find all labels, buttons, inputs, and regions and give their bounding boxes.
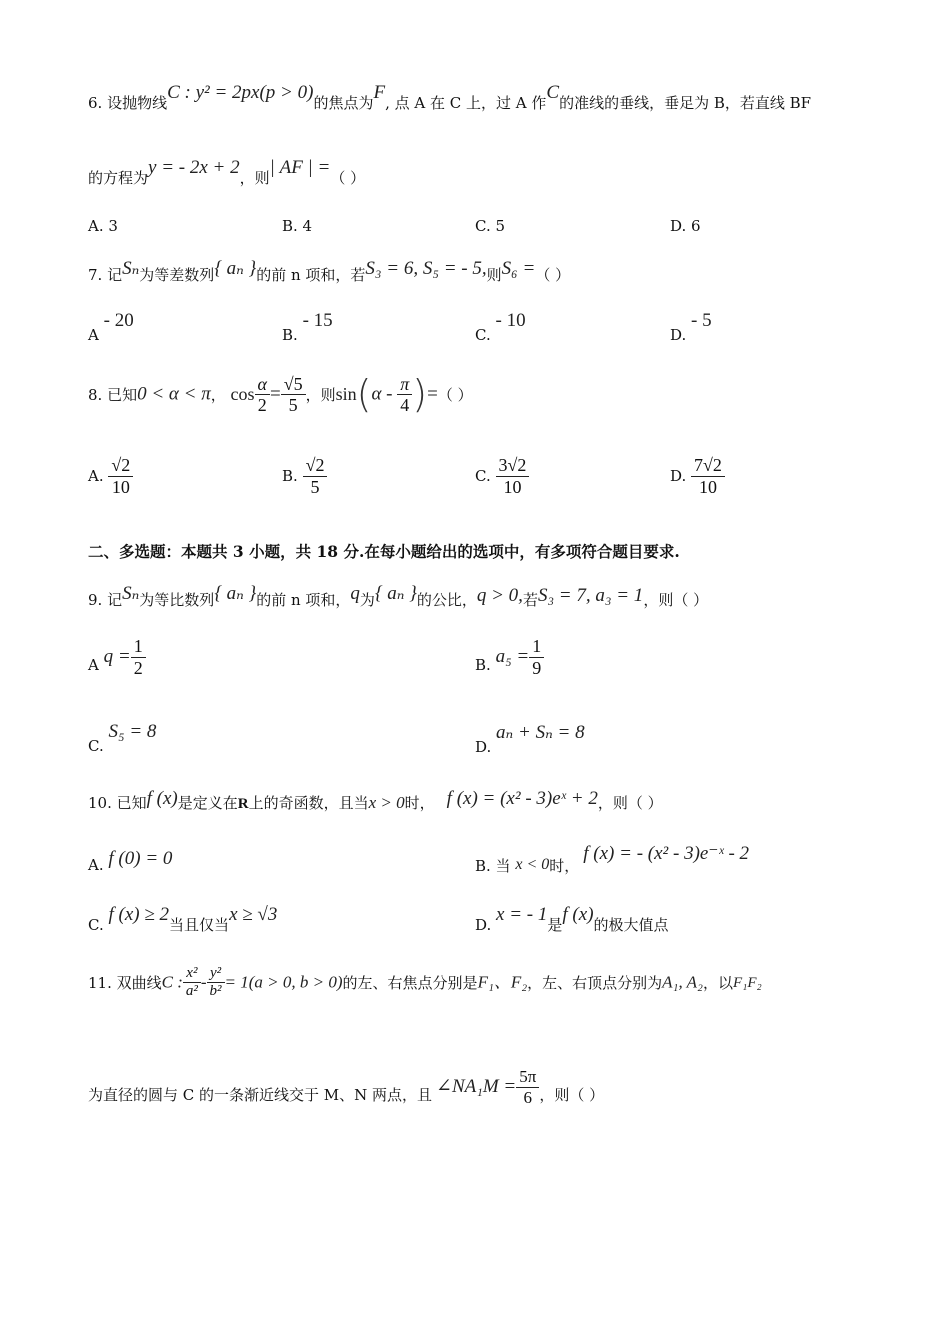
q8-option-fraction <box>496 455 530 497</box>
q7-option-a[interactable] <box>88 310 134 344</box>
q9-text: 的公比， <box>416 591 477 609</box>
q9-option-expr: aₙ + Sₙ = 8 <box>496 722 585 743</box>
q6-text: 6. 设抛物线 <box>88 94 168 112</box>
q11-fraction-x2-a2 <box>183 965 201 1001</box>
q9-formula-an: { aₙ } <box>374 583 417 604</box>
q10-option-text: 当且仅当 <box>169 916 230 934</box>
q10-text: 上的奇函数，且当 <box>248 794 369 812</box>
q8-equals: = <box>269 383 281 405</box>
q11-frac-den: 6 <box>523 1087 533 1107</box>
q10-option-b[interactable] <box>475 842 750 875</box>
q7-option-value: - 20 <box>103 310 134 331</box>
q8-option-letter: A. <box>88 467 104 486</box>
q8-formula-range: 0 < α < π <box>137 383 211 405</box>
q8-text: ， <box>210 385 226 404</box>
q8-equals: = <box>427 383 438 405</box>
q11-frac-num: y² <box>207 965 225 983</box>
q6-formula-AF: | AF | = <box>269 157 331 178</box>
q8-option-d[interactable] <box>670 455 725 497</box>
q8-option-c[interactable] <box>475 455 529 497</box>
q6-option-c[interactable]: C. 5 <box>475 217 506 235</box>
q9-text: 9. 记 <box>88 591 123 609</box>
q11-frac-num: 5π <box>516 1067 539 1088</box>
q11-fraction-5pi-6 <box>516 1067 539 1107</box>
q11-text: 的左、右焦点分别是 <box>342 973 478 992</box>
q6-option-d[interactable]: D. 6 <box>670 217 701 235</box>
q10-text: 时， <box>404 794 435 812</box>
q7-option-value: - 15 <box>302 310 333 331</box>
q9-option-c[interactable] <box>88 721 157 755</box>
q8-option-fraction <box>691 455 725 497</box>
q9-formula-q-positive: q > 0, <box>476 585 523 606</box>
q10-option-expr: f (x) ≥ 2 <box>108 904 170 925</box>
q10-option-letter: B. 当 <box>475 857 511 875</box>
q11-formula-foci: F₁、F₂ <box>477 972 528 992</box>
q9-option-expr: S₅ = 8 <box>108 721 157 742</box>
q8-paren-right: ) <box>412 372 428 416</box>
q8-fraction-alpha-2 <box>255 374 270 416</box>
q10-option-text: 时， <box>549 857 580 875</box>
q8-option-fraction <box>108 455 133 497</box>
q6-blank: （ ） <box>330 169 366 187</box>
q9-option-lhs: q = <box>103 646 131 668</box>
q8-text: 8. 已知 <box>88 385 138 404</box>
q6-text: ，则 <box>239 169 270 187</box>
q8-frac-den: 2 <box>257 395 267 416</box>
q9-option-letter: D. <box>475 738 492 756</box>
q6-option-a[interactable]: A. 3 <box>88 217 118 235</box>
q6-formula-parabola: C : y² = 2px(p > 0) <box>167 82 314 103</box>
q9-option-d[interactable] <box>475 721 585 756</box>
q8-frac-den: 5 <box>310 476 320 497</box>
q6-text: 的焦点为 <box>313 94 374 112</box>
q10-formula-fx: f (x) <box>146 788 178 809</box>
q10-real-set: R <box>237 796 249 812</box>
q9-option-b[interactable] <box>475 636 544 678</box>
q10-option-a[interactable] <box>88 848 173 874</box>
q9-text: 的前 n 项和， <box>256 591 351 609</box>
q8-frac-den: 10 <box>111 476 130 497</box>
q8-fraction-sqrt5-5 <box>281 374 306 416</box>
q11-frac-den: a² <box>185 983 198 1000</box>
q10-option-c[interactable] <box>88 904 278 934</box>
q7-formula-an: { aₙ } <box>214 258 257 279</box>
q10-option-cond: x < 0 <box>515 856 550 873</box>
q8-sin: sin <box>335 384 357 404</box>
q7-text: 为等差数列 <box>139 266 215 284</box>
q10-line <box>88 788 663 815</box>
q9-frac-den: 9 <box>532 657 542 678</box>
q8-line <box>88 372 473 418</box>
q7-option-b[interactable] <box>282 310 333 344</box>
q8-blank: （ ） <box>437 385 473 404</box>
q11-text: 11. 双曲线 <box>88 973 162 992</box>
q7-text: 则 <box>486 266 502 284</box>
q9-formula-Sn: Sₙ <box>122 583 140 604</box>
q7-option-letter: D. <box>670 326 687 344</box>
q8-frac-num: 7√2 <box>691 455 725 477</box>
q10-formula-x-positive: x > 0 <box>368 793 405 812</box>
q10-option-expr: x ≥ √3 <box>229 904 278 925</box>
q8-frac-num: √2 <box>108 455 133 477</box>
q8-sin-arg: α - <box>371 383 398 405</box>
q11-text: ，以 <box>702 973 733 992</box>
q6-line2 <box>88 157 366 190</box>
q8-frac-den: 4 <box>400 395 410 416</box>
q10-blank: ，则（ ） <box>597 794 663 812</box>
q7-text: 的前 n 项和，若 <box>256 266 366 284</box>
q9-frac-num: 1 <box>131 636 146 658</box>
q8-frac-den: 5 <box>288 395 298 416</box>
q10-option-expr: f (x) = - (x² - 3)e⁻ˣ - 2 <box>583 843 750 864</box>
q10-option-text: 的极大值点 <box>593 916 669 934</box>
q6-formula-F: F <box>373 82 386 103</box>
q8-option-letter: B. <box>282 467 298 486</box>
q6-line1 <box>88 82 812 115</box>
q7-formula-Sn: Sₙ <box>122 258 140 279</box>
q8-option-letter: D. <box>670 467 687 486</box>
q10-option-letter: A. <box>88 856 104 874</box>
q8-fraction-pi-4 <box>397 374 412 416</box>
q6-text: , 点 A 在 C 上，过 A 作 <box>385 94 547 112</box>
q7-option-letter: B. <box>282 326 298 344</box>
q9-frac-den: 2 <box>133 657 143 678</box>
q7-option-letter: A <box>88 326 99 344</box>
q11-formula-angle: ∠NA₁M = <box>436 1075 517 1097</box>
q10-text: 是定义在 <box>177 794 238 812</box>
q7-option-letter: C. <box>475 326 491 344</box>
q10-option-expr: f (0) = 0 <box>108 848 173 869</box>
q8-paren-left: ( <box>356 372 372 416</box>
q8-option-a[interactable] <box>88 455 133 497</box>
q6-text: 的方程为 <box>88 169 149 187</box>
q9-text: 若 <box>522 591 538 609</box>
section-heading-multiple-choice: 二、多选题：本题共 3 小题，共 18 分.在每小题给出的选项中，有多项符合题目要求. <box>88 542 680 561</box>
q8-option-b[interactable] <box>282 455 327 497</box>
q9-formula-an: { aₙ } <box>214 583 257 604</box>
q11-blank: ，则（ ） <box>539 1086 605 1105</box>
q9-option-lhs: a₅ = <box>495 646 530 668</box>
q8-frac-num: 3√2 <box>496 455 530 477</box>
q10-text: 10. 已知 <box>88 794 147 812</box>
q9-text: 为 <box>359 591 375 609</box>
q9-formula-condition: S₃ = 7, a₃ = 1 <box>537 585 644 606</box>
q11-formula-vertices: A₁, A₂ <box>662 972 703 992</box>
q9-formula-q: q <box>350 583 360 604</box>
q9-option-fraction <box>131 636 146 678</box>
q8-frac-num: π <box>397 374 412 396</box>
q8-frac-den: 10 <box>698 476 717 497</box>
q7-formula-condition: S₃ = 6, S₅ = - 5, <box>365 258 487 279</box>
q9-frac-num: 1 <box>529 636 544 658</box>
q8-frac-num: √2 <box>303 455 328 477</box>
q7-option-value: - 10 <box>495 310 526 331</box>
q10-option-letter: C. <box>88 916 104 934</box>
q10-option-expr: f (x) <box>562 904 594 925</box>
q10-option-expr: x = - 1 <box>496 904 548 925</box>
q8-option-letter: C. <box>475 467 491 486</box>
q10-option-text: 是 <box>547 916 563 934</box>
q6-text: 的准线的垂线，垂足为 B，若直线 BF <box>559 94 812 112</box>
q8-frac-num: √5 <box>281 374 306 396</box>
q8-frac-num: α <box>255 374 270 396</box>
q9-option-a[interactable] <box>88 636 146 678</box>
q10-option-letter: D. <box>475 916 492 934</box>
q7-text: 7. 记 <box>88 266 123 284</box>
q11-formula-F1F2: F₁F₂ <box>732 974 762 991</box>
q8-frac-den: 10 <box>503 476 522 497</box>
q9-option-letter: B. <box>475 656 491 675</box>
q11-formula-condition: = 1(a > 0, b > 0) <box>224 972 343 992</box>
q9-line <box>88 583 709 612</box>
q7-option-value: - 5 <box>691 310 712 331</box>
q11-minus: - <box>200 972 207 992</box>
q9-blank: ，则（ ） <box>643 591 709 609</box>
q9-text: 为等比数列 <box>139 591 215 609</box>
q11-line1 <box>88 965 762 1001</box>
q10-option-d[interactable] <box>475 904 669 934</box>
q11-text: 为直径的圆与 C 的一条渐近线交于 M、N 两点，且 <box>88 1086 433 1105</box>
q11-formula-C: C : <box>161 972 183 992</box>
q11-line2 <box>88 1067 604 1107</box>
q11-frac-den: b² <box>209 983 222 1000</box>
q6-formula-C: C <box>546 82 560 103</box>
q6-formula-line: y = - 2x + 2 <box>148 157 240 178</box>
q11-frac-num: x² <box>183 965 201 983</box>
q9-option-letter: C. <box>88 737 104 755</box>
q11-fraction-y2-b2 <box>207 965 225 1001</box>
q8-option-fraction <box>303 455 328 497</box>
q10-formula-definition: f (x) = (x² - 3)eˣ + 2 <box>446 788 598 809</box>
q7-line <box>88 258 571 287</box>
q7-option-c[interactable] <box>475 310 526 344</box>
q7-formula-S6: S₆ = <box>501 258 536 279</box>
q8-cos: cos <box>230 384 255 404</box>
q7-option-d[interactable] <box>670 310 712 344</box>
q9-option-letter: A <box>88 656 99 675</box>
q11-text: ，左、右顶点分别为 <box>527 973 663 992</box>
q8-text: ，则 <box>305 385 336 404</box>
q9-option-fraction <box>529 636 544 678</box>
q6-option-b[interactable]: B. 4 <box>282 217 313 235</box>
q7-blank: （ ） <box>535 266 571 284</box>
